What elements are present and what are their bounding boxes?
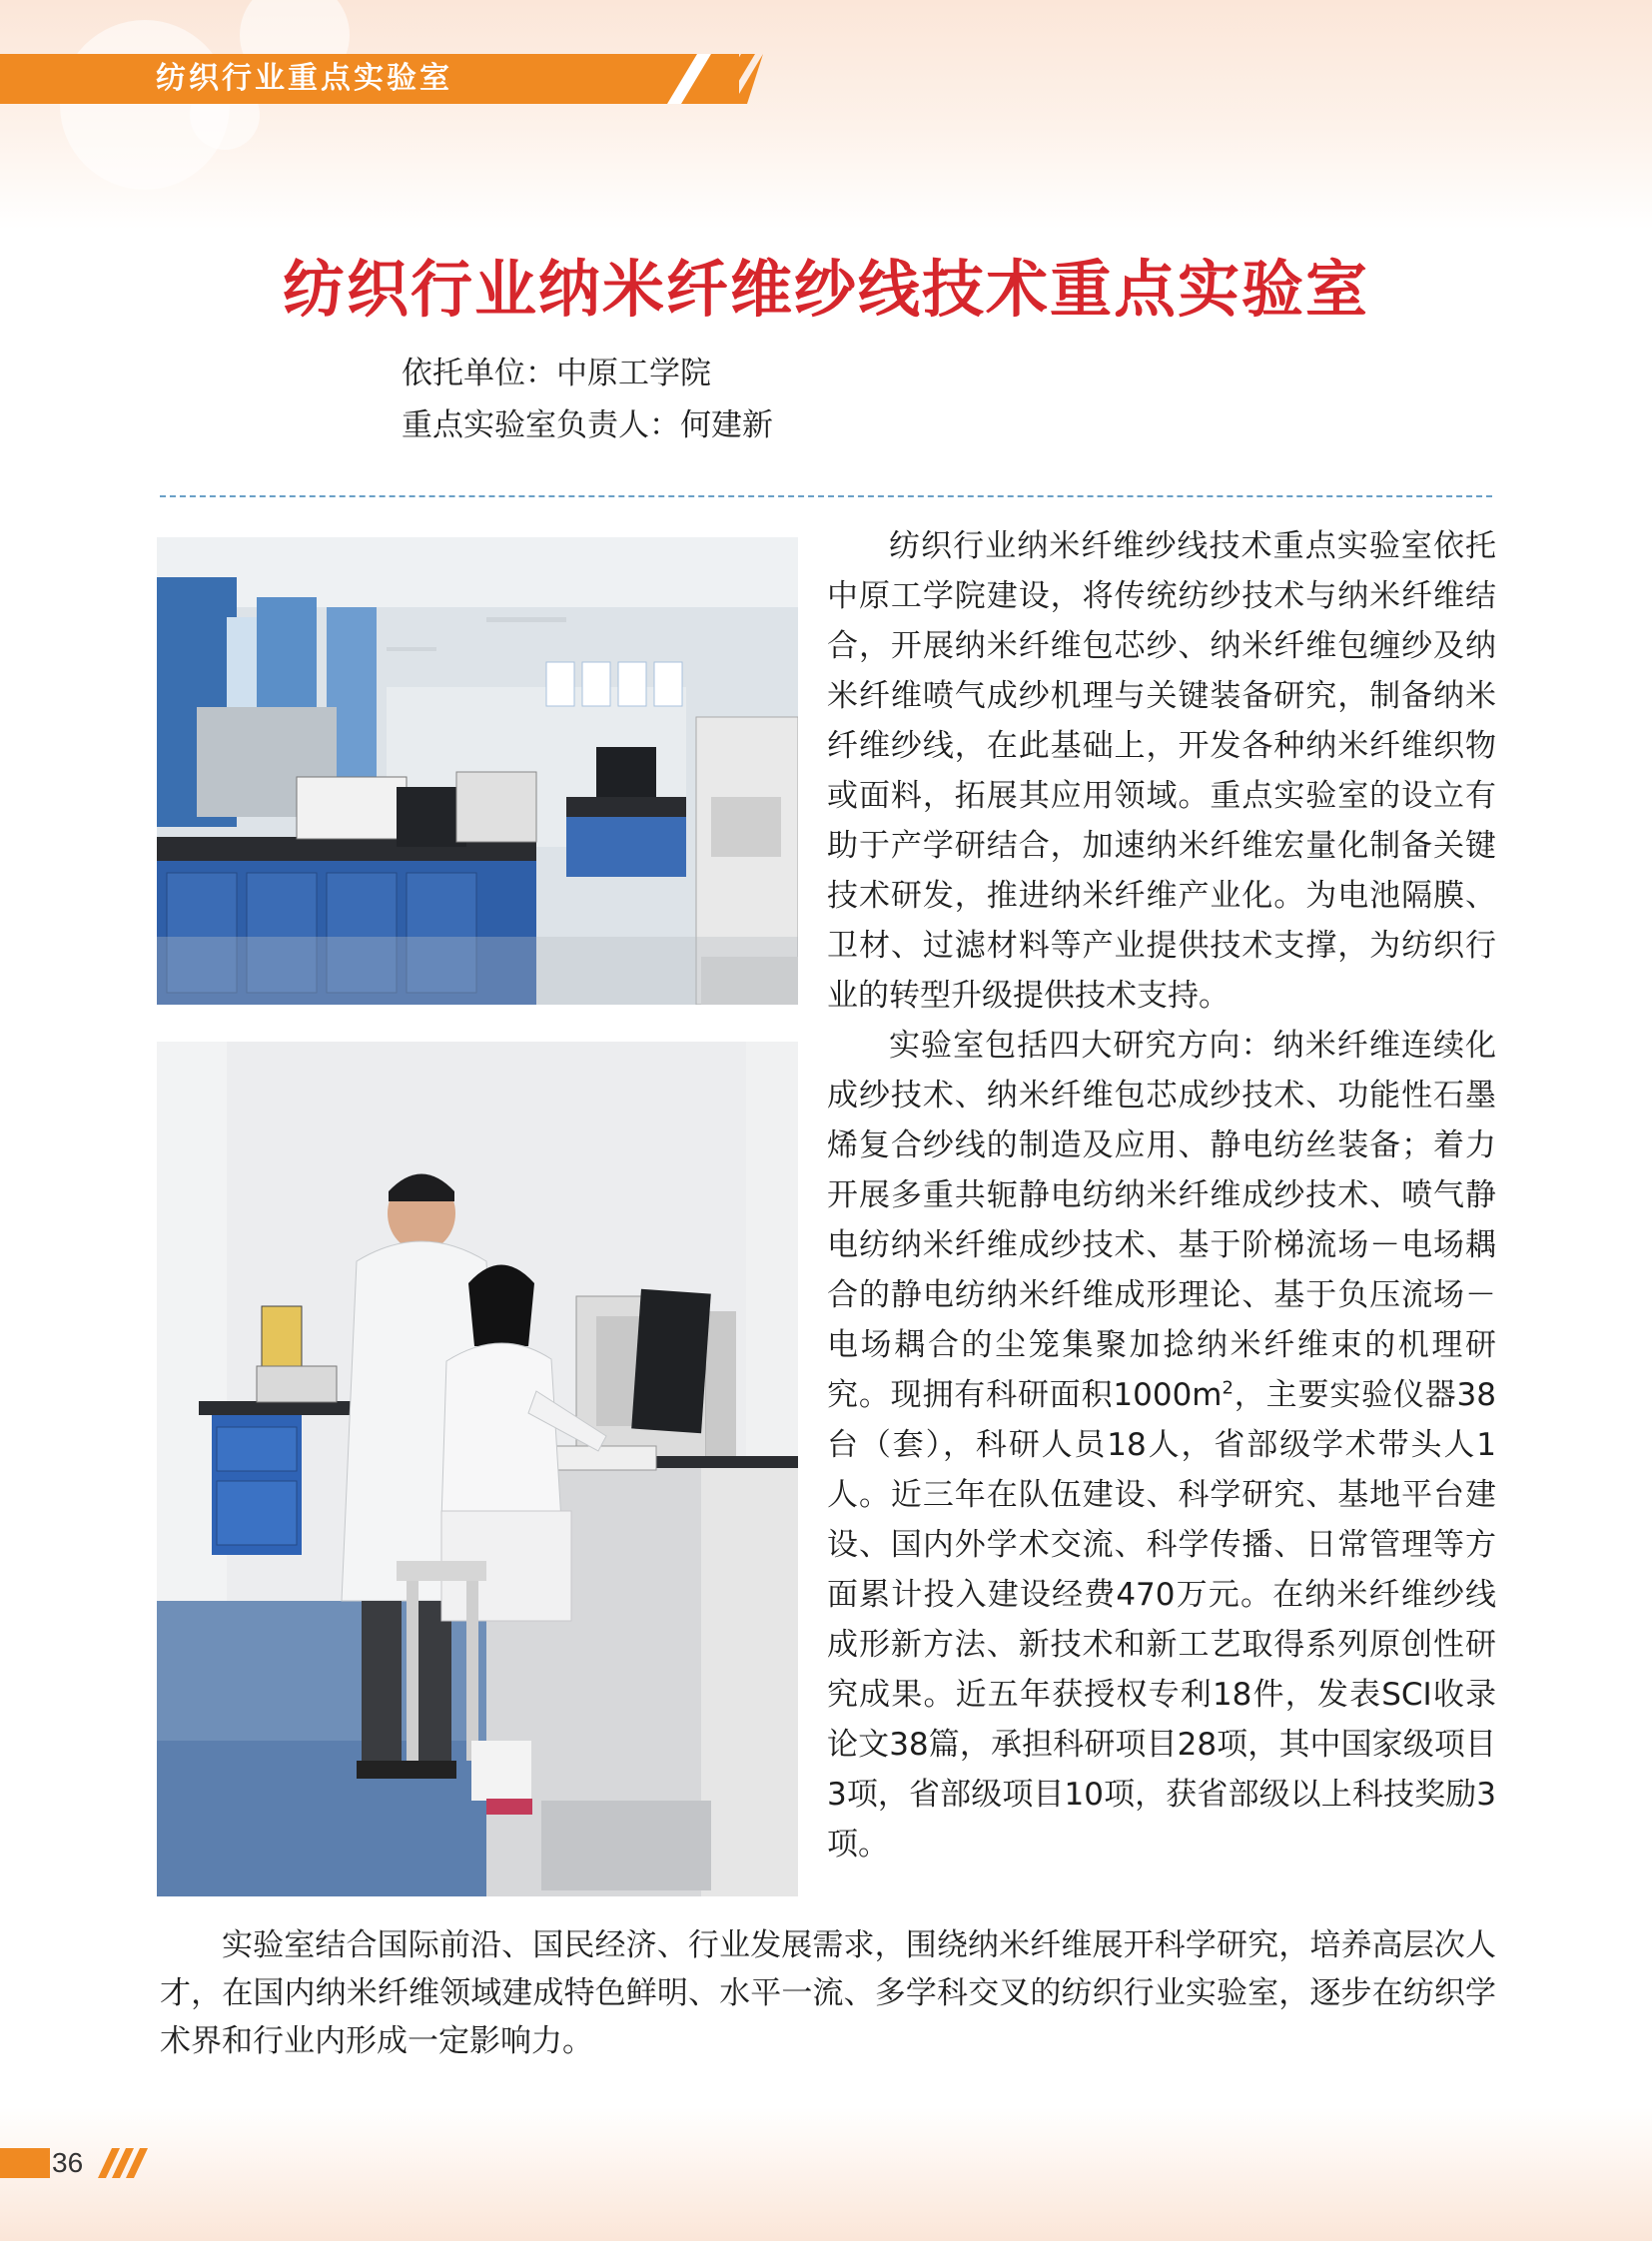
footer-stripes-decoration xyxy=(98,2148,148,2178)
footer-background xyxy=(0,2107,1652,2241)
paragraph-research-directions xyxy=(827,1021,1496,1869)
footer-bar xyxy=(0,2148,50,2178)
lab-director: 重点实验室负责人：何建新 xyxy=(402,407,773,443)
lab-equipment-photo xyxy=(157,537,798,1005)
header-stripes-decoration xyxy=(667,54,763,104)
header-background xyxy=(0,0,1652,230)
area-unit-superscript: 2 xyxy=(1222,1377,1234,1399)
researchers-photo xyxy=(157,1042,798,1896)
section-title: 纺织行业重点实验室 xyxy=(156,61,452,96)
host-institution: 依托单位：中原工学院 xyxy=(402,356,711,391)
paragraph-conclusion: 实验室结合国际前沿、国民经济、行业发展需求，围绕纳米纤维展开科学研究，培养高层次人才，在国内纳米纤维领域建成特色鲜明、水平一流、多学科交叉的纺织行业实验室，逐步在纺织学术界和行业内形成一定影响力。 xyxy=(160,1927,1496,2059)
paragraph-intro: 纺织行业纳米纤维纱线技术重点实验室依托中原工学院建设，将传统纺纱技术与纳米纤维结合，开展纳米纤维包芯纱、纳米纤维包缠纱及纳米纤维喷气成纱机理与关键装备研究，制备纳米纤维纱线，在此基础上，开发各种纳米纤维织物或面料，拓展其应用领域。重点实验室的设立有助于产学研结合，加速纳米纤维宏量化制备关键技术研发，推进纳米纤维产业化。为电池隔膜、卫材、过滤材料等产业提供技术支撑，为纺织行业的转型升级提供技术支持。 xyxy=(827,528,1496,1014)
body-text-column xyxy=(827,521,1496,1869)
body-text-bottom xyxy=(160,1921,1496,2065)
divider xyxy=(160,495,1492,497)
page-title: 纺织行业纳米纤维纱线技术重点实验室 xyxy=(282,253,1369,326)
paragraph-research-directions-part1: 实验室包括四大研究方向：纳米纤维连续化成纱技术、纳米纤维包芯成纱技术、功能性石墨烯复合纱线的制造及应用、静电纺丝装备；着力开展多重共轭静电纺纳米纤维成纱技术、喷气静电纺纳米纤维成纱技术、基于阶梯流场－电场耦合的静电纺纳米纤维成形理论、基于负压流场－电场耦合的尘笼集聚加捻纳米纤维束的机理研究。现拥有科研面积1000m xyxy=(827,1028,1496,1413)
page-number: 36 xyxy=(52,2147,84,2178)
paragraph-research-directions-part2: ，主要实验仪器38台（套），科研人员18人，省部级学术带头人1人。近三年在队伍建设、科学研究、基地平台建设、国内外学术交流、科学传播、日常管理等方面累计投入建设经费470万元。在纳米纤维纱线成形新方法、新技术和新工艺取得系列原创性研究成果。近五年获授权专利18件，发表SCI收录论文38篇，承担科研项目28项，其中国家级项目3项，省部级项目10项，获省部级以上科技奖励3项。 xyxy=(827,1377,1497,1863)
